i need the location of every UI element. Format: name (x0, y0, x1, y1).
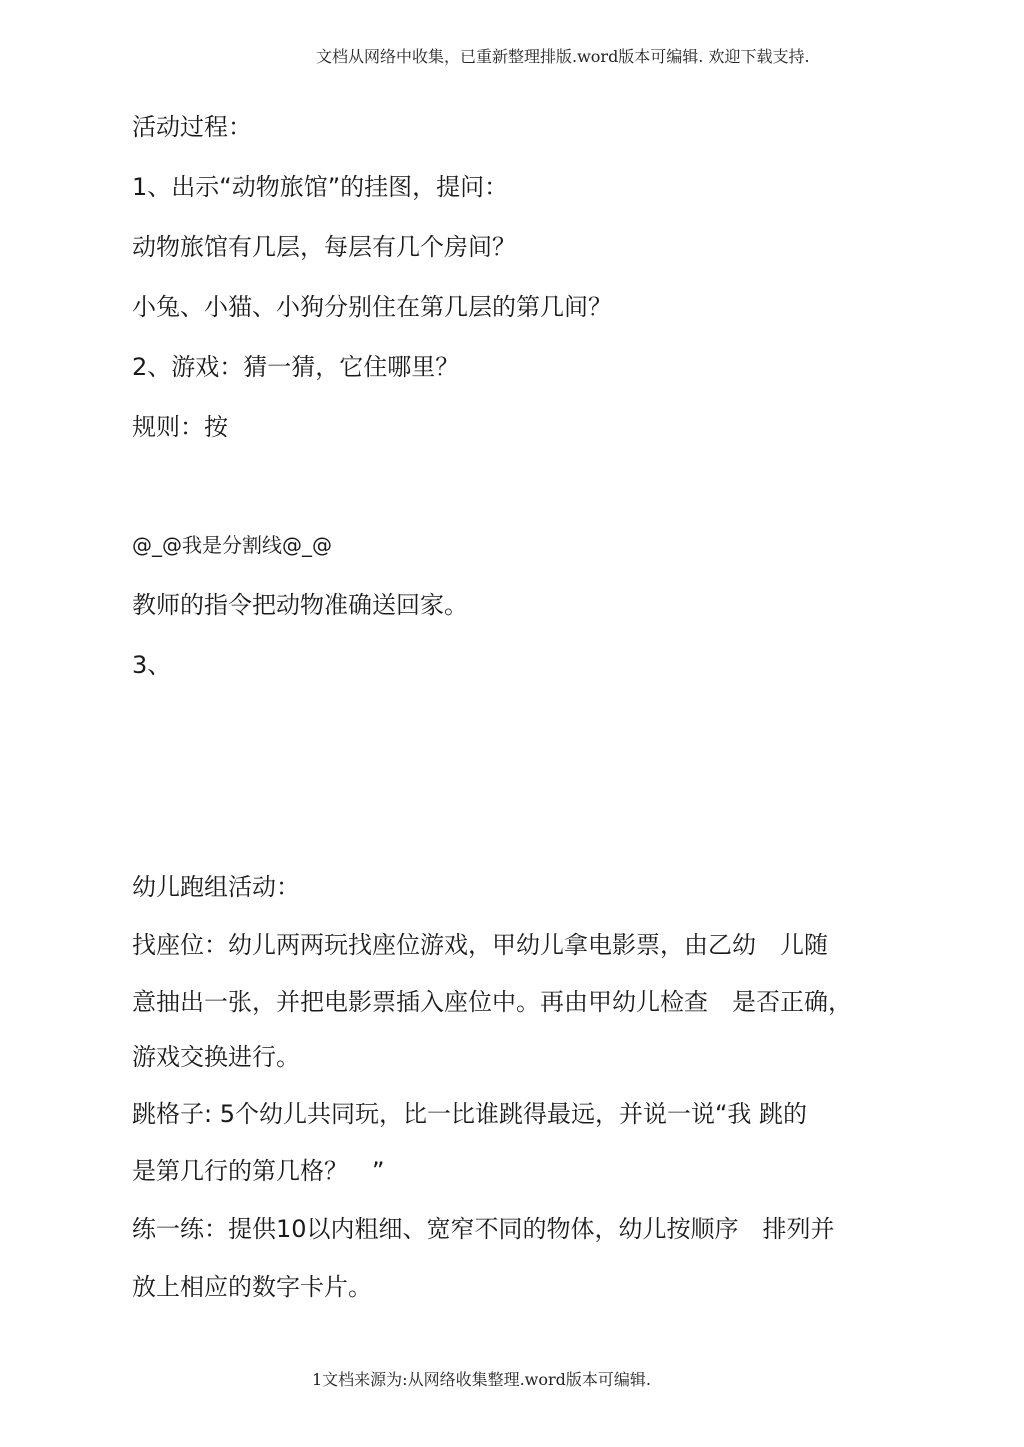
page-footer: 1文档来源为:从网络收集整理.word版本可编辑. (312, 1370, 651, 1389)
text-line: 放上相应的数字卡片。 (132, 1273, 372, 1301)
text-line: 练一练：提供10以内粗细、宽窄不同的物体，幼儿按顺序 排列并 (132, 1215, 835, 1243)
text-line: 小兔、小猫、小狗分别住在第几层的第几间？ (132, 293, 612, 321)
text-line: 3、 (132, 651, 172, 679)
text-line: 找座位：幼儿两两玩找座位游戏，甲幼儿拿电影票，由乙幼 儿随 (132, 931, 828, 959)
text-line: 游戏交换进行。 (132, 1043, 300, 1071)
text-line: 动物旅馆有几层，每层有几个房间？ (132, 233, 516, 261)
text-line: 1、出示“动物旅馆”的挂图，提问： (132, 173, 509, 201)
text-line: 是第几行的第几格？ ” (132, 1157, 385, 1185)
text-line: 跳格子: 5个幼儿共同玩，比一比谁跳得最远，并说一说“我 跳的 (132, 1100, 808, 1128)
page-header: 文档从网络中收集，已重新整理排版.word版本可编辑. 欢迎下载支持. (316, 47, 810, 66)
text-line: 教师的指令把动物准确送回家。 (132, 591, 468, 619)
divider-text: @_@我是分割线@_@ (132, 533, 332, 557)
text-line: 意抽出一张，并把电影票插入座位中。再由甲幼儿检查 是否正确， (132, 988, 852, 1016)
text-line: 规则：按 (132, 413, 228, 441)
text-line: 活动过程： (132, 113, 252, 141)
text-line: 2、游戏：猜一猜，它住哪里？ (132, 353, 460, 381)
text-line: 幼儿跑组活动： (132, 873, 300, 901)
